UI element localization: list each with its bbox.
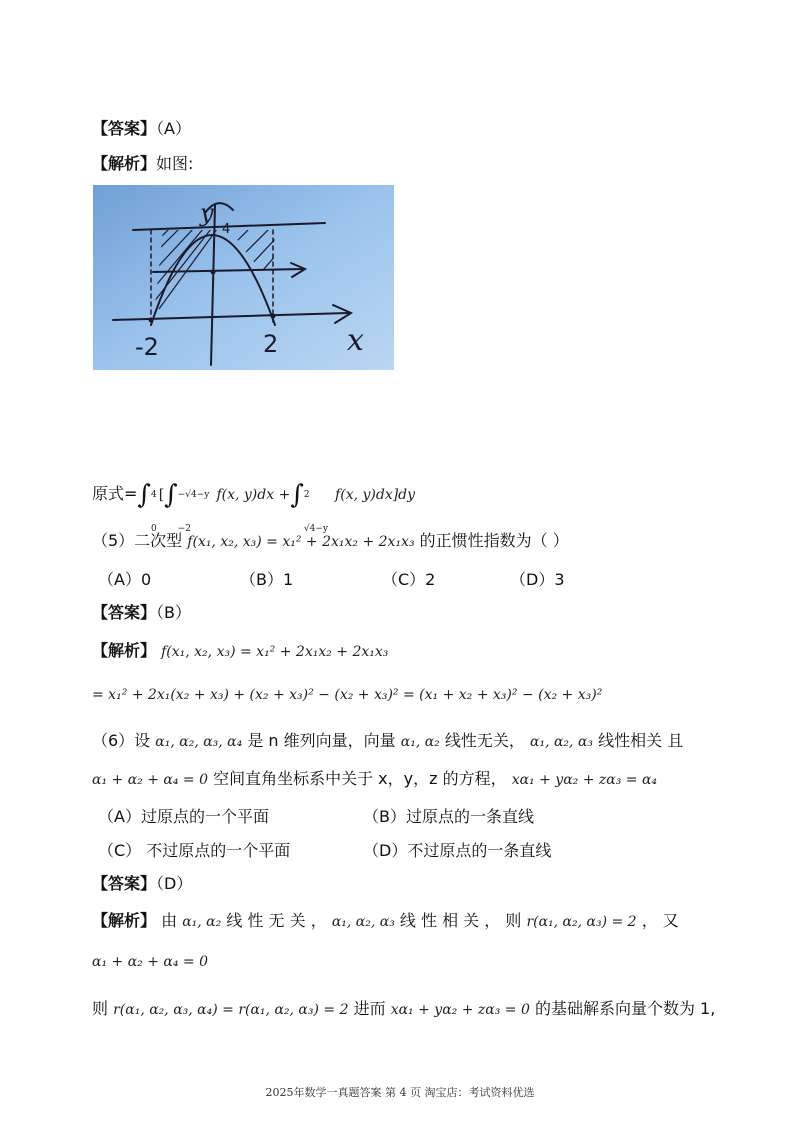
q6-a-text-3: 线 性 相 关 ， 则 xyxy=(399,911,522,930)
neg-tick-label: -2 xyxy=(135,333,159,361)
q6-a-text-4: ， 又 xyxy=(641,911,679,930)
handwritten-figure xyxy=(93,185,394,370)
upper-limit: −√4−y xyxy=(177,489,210,500)
q5-suffix: 的正惯性指数为（ ） xyxy=(419,531,569,550)
q5-number: （5）二次型 xyxy=(92,531,183,550)
q6-option-a: （A）过原点的一个平面 xyxy=(98,807,269,826)
analysis-label: 【解析】 xyxy=(92,911,157,930)
q6-option-b: （B）过原点的一条直线 xyxy=(363,807,534,826)
answer-label: 【答案】 xyxy=(92,874,157,893)
q6-relation: α₁ + α₂ + α₄ = 0 xyxy=(92,772,208,788)
analysis-text: 如图: xyxy=(156,154,194,173)
q5-answer-line xyxy=(92,602,191,624)
answer-label: 【答案】 xyxy=(92,603,157,622)
integral-sign: ∫ xyxy=(137,480,151,510)
q6-triple: α₁, α₂, α₃ xyxy=(530,734,594,750)
q6-analysis-line-2 xyxy=(92,950,208,973)
upper-limit: 2 xyxy=(303,489,310,500)
answer-label: 【答案】 xyxy=(92,119,157,138)
q6-question-line-1 xyxy=(92,730,683,753)
q6-text-1: 是 n 维列向量，向量 xyxy=(247,731,396,750)
q6-number: （6）设 xyxy=(92,731,151,750)
lower-limit: √4−y xyxy=(303,523,328,534)
q5-analysis-line xyxy=(92,640,388,663)
q6-a-equation: xα₁ + yα₂ + zα₃ = 0 xyxy=(390,1002,530,1018)
answer-value: （A） xyxy=(156,119,191,138)
q6-analysis-line-3 xyxy=(92,998,715,1021)
q6-analysis-line-1 xyxy=(92,910,679,933)
q6-a-text-6: 的基础解系向量个数为 1, xyxy=(534,999,716,1018)
integral-formula: 原式=∫ 4 0 [∫ −√4−y −2 f(x, y)dx +∫ 2 √4−y f(x, y)dx]dy xyxy=(92,474,415,508)
q6-text-2: 线性无关， xyxy=(444,731,525,750)
integral-sign: ∫ xyxy=(290,480,304,510)
q5-option-b: （B）1 xyxy=(240,570,294,589)
q5-option-d: （D）3 xyxy=(510,570,565,589)
page-footer: 2025年数学一真题答案 第 4 页 淘宝店：考试资料优选 xyxy=(265,1086,535,1099)
pos-tick-label: 2 xyxy=(263,330,279,358)
formula-prefix: 原式= xyxy=(92,484,138,503)
q6-equation: xα₁ + yα₂ + zα₃ = α₄ xyxy=(511,772,658,788)
top-mark: 4 xyxy=(222,222,231,237)
lower-limit: 0 xyxy=(150,523,157,534)
q5-analysis-expr-2-text: = x₁² + 2x₁(x₂ + x₃) + (x₂ + x₃)² − (x₂ + x₃)² = (x₁ + x₂ + x₃)² − (x₂ + x₃)² xyxy=(92,687,603,703)
q6-question-line-2 xyxy=(92,768,657,791)
formula-body-1: f(x, y)dx + xyxy=(216,487,291,503)
formula-body-2: f(x, y)dx]dy xyxy=(335,487,416,503)
integral-sign: ∫ xyxy=(164,480,178,510)
q6-text-4: 空间直角坐标系中关于 x，y，z 的方程， xyxy=(213,769,507,788)
q6-option-d: （D）不过原点的一条直线 xyxy=(363,841,552,860)
q6-a-text-5: 进而 xyxy=(353,999,386,1018)
q4-analysis-line xyxy=(92,153,193,175)
analysis-label: 【解析】 xyxy=(92,154,157,173)
q6-option-c: （C） 不过原点的一个平面 xyxy=(98,841,291,860)
q6-a-relation: α₁ + α₂ + α₄ = 0 xyxy=(92,954,208,970)
upper-limit: 4 xyxy=(150,489,157,500)
lower-limit: −2 xyxy=(177,523,191,534)
q5-analysis-expr-2 xyxy=(92,683,602,706)
q6-a-then: 则 xyxy=(92,999,109,1018)
y-axis-label: y xyxy=(200,199,214,227)
q6-a-pair: α₁, α₂ xyxy=(182,914,222,930)
q6-a-rank-2: r(α₁, α₂, α₃, α₄) = r(α₁, α₂, α₃) = 2 xyxy=(113,1002,349,1018)
q6-vectors: α₁, α₂, α₃, α₄ xyxy=(155,734,243,750)
q6-pair: α₁, α₂ xyxy=(400,734,440,750)
q5-question xyxy=(92,530,569,553)
q6-a-triple: α₁, α₂, α₃ xyxy=(331,914,395,930)
q5-option-a: （A）0 xyxy=(98,570,152,589)
answer-value: （B） xyxy=(156,603,191,622)
q6-text-3: 线性相关 且 xyxy=(598,731,684,750)
q6-a-text-1: 由 xyxy=(161,911,178,930)
q6-a-text-2: 线 性 无 关 ， xyxy=(226,911,327,930)
q5-option-c: （C）2 xyxy=(382,570,436,589)
q4-answer-line xyxy=(92,118,191,140)
q5-analysis-expr-1: f(x₁, x₂, x₃) = x₁² + 2x₁x₂ + 2x₁x₃ xyxy=(161,644,389,660)
q6-a-rank: r(α₁, α₂, α₃) = 2 xyxy=(526,914,637,930)
answer-value: （D） xyxy=(156,874,193,893)
q6-answer-line xyxy=(92,873,192,895)
q5-expression: f(x₁, x₂, x₃) = x₁² + 2x₁x₂ + 2x₁x₃ xyxy=(187,534,415,550)
x-axis-label: x xyxy=(347,323,364,358)
analysis-label: 【解析】 xyxy=(92,641,157,660)
